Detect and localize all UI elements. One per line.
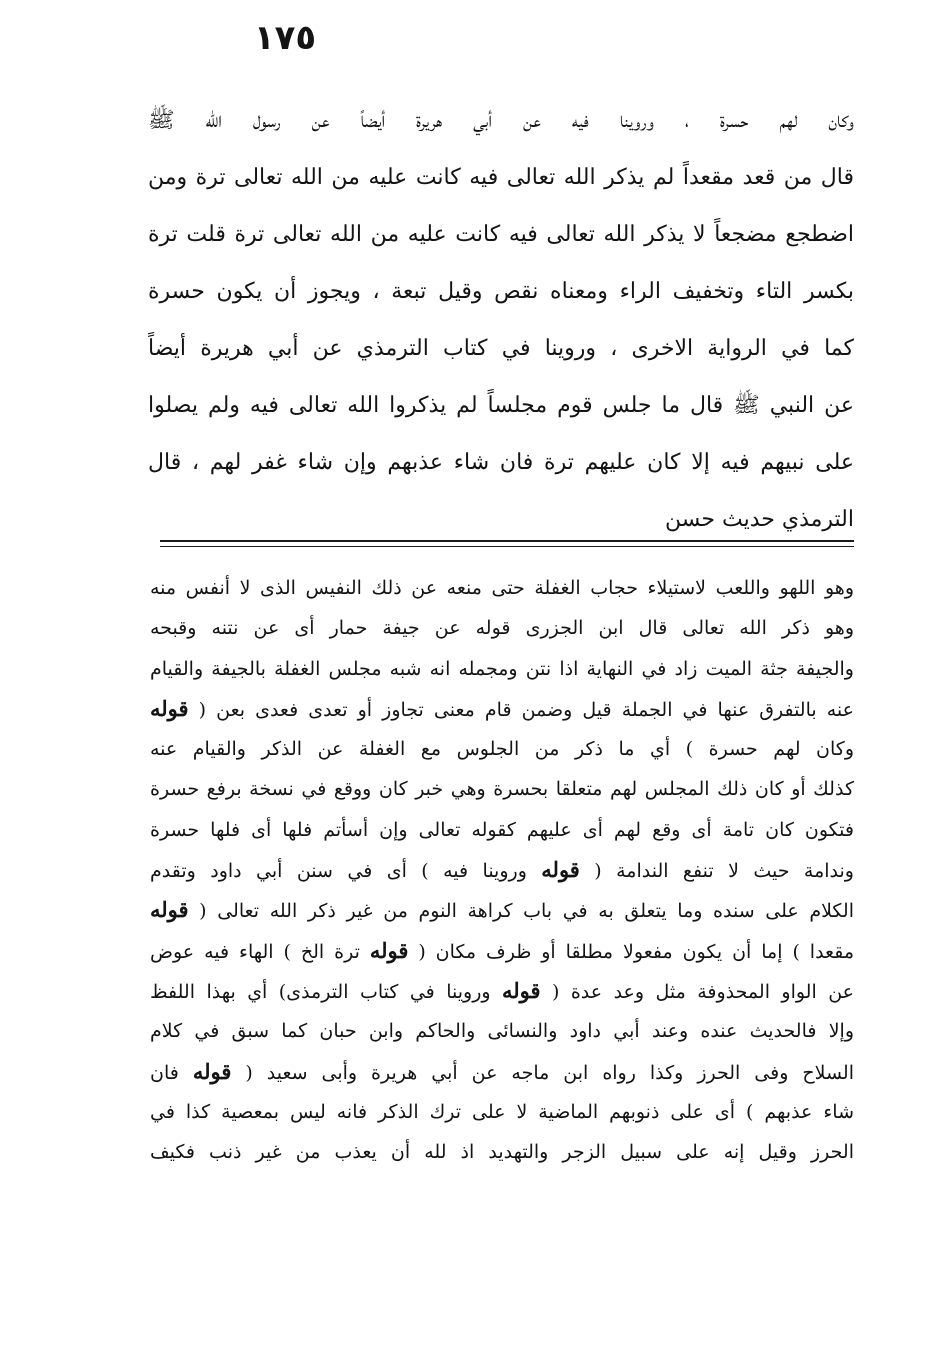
commentary-line bbox=[150, 1132, 854, 1172]
commentary-text: مقعدا ) إما أن يكون مفعولا مطلقا أو ظرف مكان ( bbox=[418, 940, 854, 963]
main-text-line: وكان لهم حسرة ، وروينا فيه عن أبي هريرة أيضاً عن رسول الله ﷺ bbox=[148, 108, 854, 133]
commentary-line bbox=[150, 1052, 854, 1092]
commentary-keyword: قوله bbox=[150, 695, 189, 721]
commentary-text: السلاح وفى الحرز وكذا رواه ابن ماجه عن أبي هريرة وأبى سعيد ( bbox=[245, 1061, 854, 1084]
page-number: ١٧٥ bbox=[253, 18, 317, 58]
commentary-line bbox=[150, 931, 854, 971]
commentary-text: عنه بالتفرق عنها في الجملة قيل وضمن قام معنى تجاوز أو تعدى فعدى بعن ( bbox=[198, 698, 854, 721]
main-text-line: كما في الرواية الاخرى ، وروينا في كتاب الترمذي عن أبي هريرة أيضاً bbox=[148, 336, 854, 361]
commentary-keyword: قوله bbox=[192, 1058, 232, 1084]
commentary-line bbox=[150, 810, 854, 850]
separator-rule bbox=[160, 546, 854, 547]
main-text-line: الترمذي حديث حسن bbox=[665, 507, 854, 532]
separator-rule bbox=[160, 540, 854, 542]
commentary-text: وهو اللهو واللعب لاستيلاء حجاب الغفلة حتى منعه عن ذلك النفيس الذى لا أنفس منه bbox=[150, 577, 854, 599]
commentary-text: الكلام على سنده وما يتعلق به في باب كراهة النوم من غير ذكر الله تعالى ( bbox=[199, 900, 854, 923]
main-text-line: قال من قعد مقعداً لم يذكر الله تعالى فيه كانت عليه من الله تعالى ترة ومن bbox=[148, 165, 854, 190]
commentary-line bbox=[150, 689, 854, 729]
commentary-text: وكان لهم حسرة ) أي ما ذكر من الجلوس مع الغفلة عن الذكر والقيام عنه bbox=[150, 738, 854, 761]
commentary-text: وروينا فيه ) أى في سنن أبي داود وتقدم bbox=[150, 860, 527, 883]
main-text-block bbox=[148, 92, 854, 548]
commentary-block bbox=[150, 568, 854, 1172]
commentary-text: ترة الخ ) الهاء فيه عوض bbox=[150, 940, 360, 963]
commentary-text: وإلا فالحديث عنده وعند أبي داود والنسائى والحاكم وابن حبان كما سبق في كلام bbox=[150, 1020, 854, 1043]
commentary-text: فان bbox=[150, 1061, 179, 1084]
commentary-keyword: قوله bbox=[502, 977, 541, 1003]
commentary-text: كذلك أو كان ذلك المجلس لهم متعلقا بحسرة وهي خبر كان ووقع في نسخة برفع حسرة bbox=[150, 778, 854, 801]
commentary-line bbox=[150, 729, 854, 769]
commentary-line bbox=[150, 568, 854, 608]
commentary-line bbox=[150, 890, 854, 930]
commentary-text: الحرز وقيل إنه على سبيل الزجر والتهديد اذ لله أن يعذب من غير ذنب فكيف bbox=[150, 1141, 854, 1164]
section-separator bbox=[160, 540, 854, 549]
commentary-text: وندامة حيث لا تنفع الندامة ( bbox=[594, 860, 854, 883]
commentary-text: شاء عذبهم ) أى على ذنوبهم الماضية لا على ترك الذكر فانه ليس بمعصية كذا في bbox=[150, 1100, 854, 1123]
commentary-text: عن الواو المحذوفة مثل وعد عدة ( bbox=[552, 980, 854, 1003]
commentary-line bbox=[150, 649, 854, 689]
commentary-keyword: قوله bbox=[541, 857, 580, 883]
commentary-line bbox=[150, 1092, 854, 1132]
commentary-text: فتكون كان تامة أى وقع لهم أى عليهم كقوله تعالى وإن أسأتم فلها أى فلها حسرة bbox=[150, 818, 854, 841]
main-text-line: على نبيهم فيه إلا كان عليهم ترة فان شاء عذبهم وإن شاء غفر لهم ، قال bbox=[148, 450, 854, 475]
commentary-text: وهو ذكر الله تعالى قال ابن الجزرى قوله عن جيفة حمار أى عن نتنه وقبحه bbox=[150, 617, 854, 640]
main-text-line: اضطجع مضجعاً لا يذكر الله تعالى فيه كانت عليه من الله تعالى ترة قلت ترة bbox=[148, 222, 854, 247]
commentary-line bbox=[150, 850, 854, 890]
commentary-line bbox=[150, 608, 854, 648]
commentary-keyword: قوله bbox=[369, 937, 409, 963]
commentary-line bbox=[150, 1011, 854, 1051]
commentary-line bbox=[150, 769, 854, 809]
commentary-keyword: قوله bbox=[150, 897, 189, 923]
main-text-line: بكسر التاء وتخفيف الراء ومعناه نقص وقيل تبعة ، ويجوز أن يكون حسرة bbox=[148, 279, 854, 304]
commentary-text: وروينا في كتاب الترمذى) أي بهذا اللفظ bbox=[150, 980, 491, 1003]
main-text-line: عن النبي ﷺ قال ما جلس قوم مجلساً لم يذكروا الله تعالى فيه ولم يصلوا bbox=[148, 393, 854, 418]
commentary-text: والجيفة جثة الميت زاد في النهاية اذا نتن ومجمله انه شبه مجلس الغفلة بالجيفة والقيام bbox=[150, 657, 854, 680]
commentary-line bbox=[150, 971, 854, 1011]
